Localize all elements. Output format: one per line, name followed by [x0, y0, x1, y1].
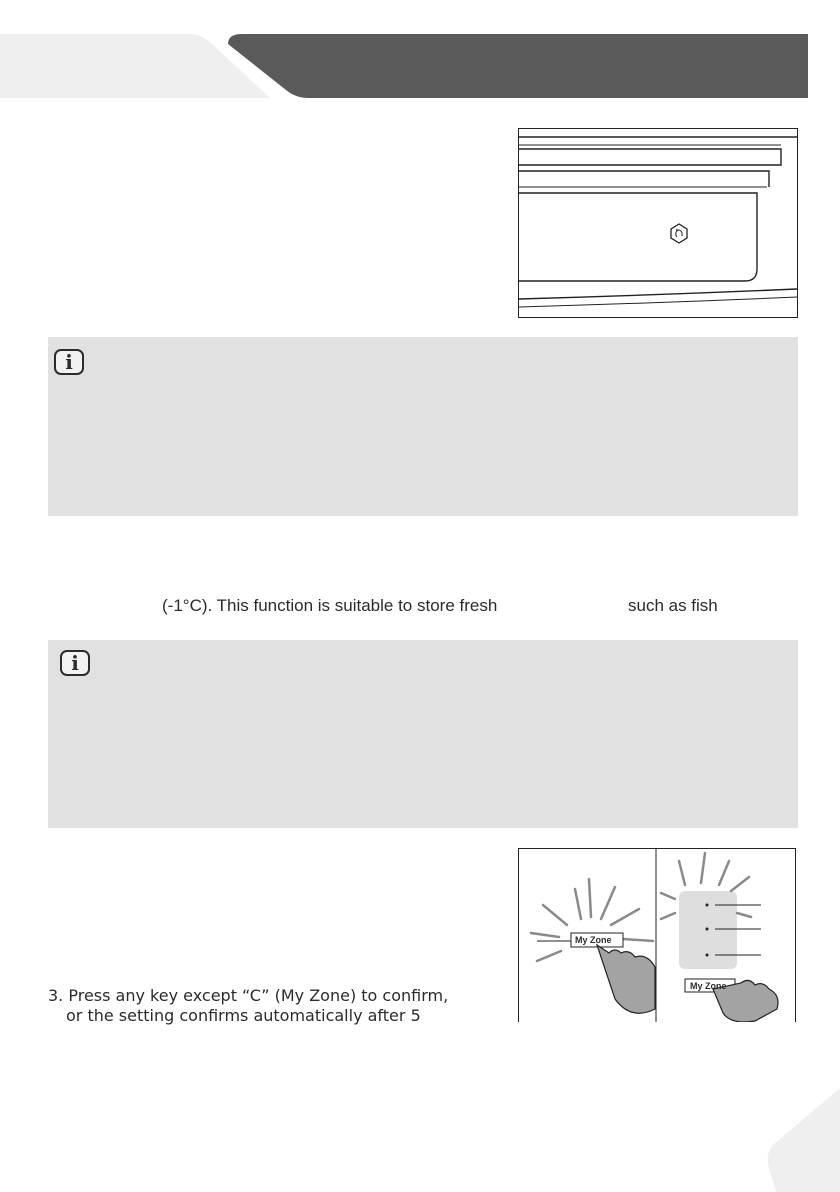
my-zone-drawing — [519, 849, 795, 1022]
step-3-line-2: or the setting confirms automatically after 5 — [66, 1006, 421, 1025]
my-zone-illustration — [518, 848, 796, 1022]
temperature-text: (-1°C). This function is suitable to store fresh — [162, 596, 498, 615]
info-icon: i — [60, 650, 90, 676]
drawer-illustration — [518, 128, 798, 318]
info-icon: i — [54, 349, 84, 375]
drawer-drawing — [519, 129, 797, 317]
header-tab-dark — [228, 34, 808, 98]
example-text: such as fish — [628, 596, 718, 615]
drawer-symbol-icon — [671, 224, 687, 243]
info-box-1 — [48, 337, 798, 516]
step-3-line-1: 3. Press any key except “C” (My Zone) to confirm, — [48, 986, 449, 1005]
my-zone-button-left[interactable]: My Zone — [575, 935, 612, 945]
info-box-2 — [48, 640, 798, 828]
my-zone-button-right[interactable]: My Zone — [690, 981, 727, 991]
corner-tab — [766, 1088, 840, 1192]
